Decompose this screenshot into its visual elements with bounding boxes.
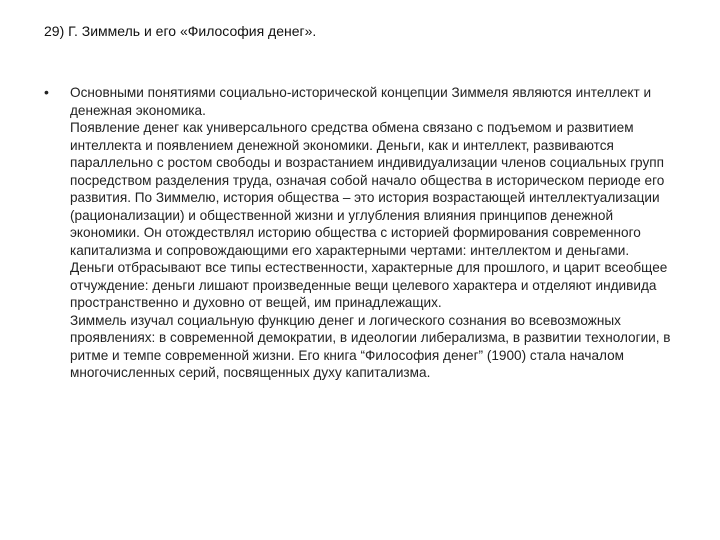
bullet-list — [44, 84, 684, 382]
paragraph-2: Появление денег как универсального средства обмена связано с подъемом и развитием интеллекта и появлением денежной экономики. Деньги, как и интеллект, развиваются параллельно с ростом свободы и возрастанием индивидуализации членов социальных групп посредством разделения труда, означая собой начало общества в историческом периоде его развития. По Зиммелю, история общества – это история возрастающей интеллектуализации (рационализации) и общественной жизни и углубления влияния принципов денежной экономики. Он отождествлял историю общества с историей формирования современного капитализма и сопровождающими его характерными чертами: интеллектом и деньгами. — [70, 120, 665, 258]
paragraph-3: Деньги отбрасывают все типы естественности, характерные для прошлого, и царит всеобщее отчуждение: деньги лишают произведенные вещи целевого характера и отделяют индивида пространственно и духовно от вещей, им принадлежащих. — [70, 260, 668, 310]
paragraph-4: Зиммель изучал социальную функцию денег и логического сознания во всевозможных проявлениях: в современной демократии, в идеологии либерализма, в развитии технологии, в ритме и темпе современной жизни. Его книга “Философия денег” (1900) стала началом многочисленных серий, посвященных духу капитализма. — [70, 312, 671, 380]
paragraph-1: Основными понятиями социально-исторической концепции Зиммеля являются интеллект и денежная экономика. — [70, 85, 652, 118]
bullet-icon: • — [44, 84, 49, 100]
bullet-item — [44, 84, 684, 382]
slide-title: 29) Г. Зиммель и его «Философия денег». — [44, 23, 317, 39]
bullet-body — [70, 84, 684, 382]
